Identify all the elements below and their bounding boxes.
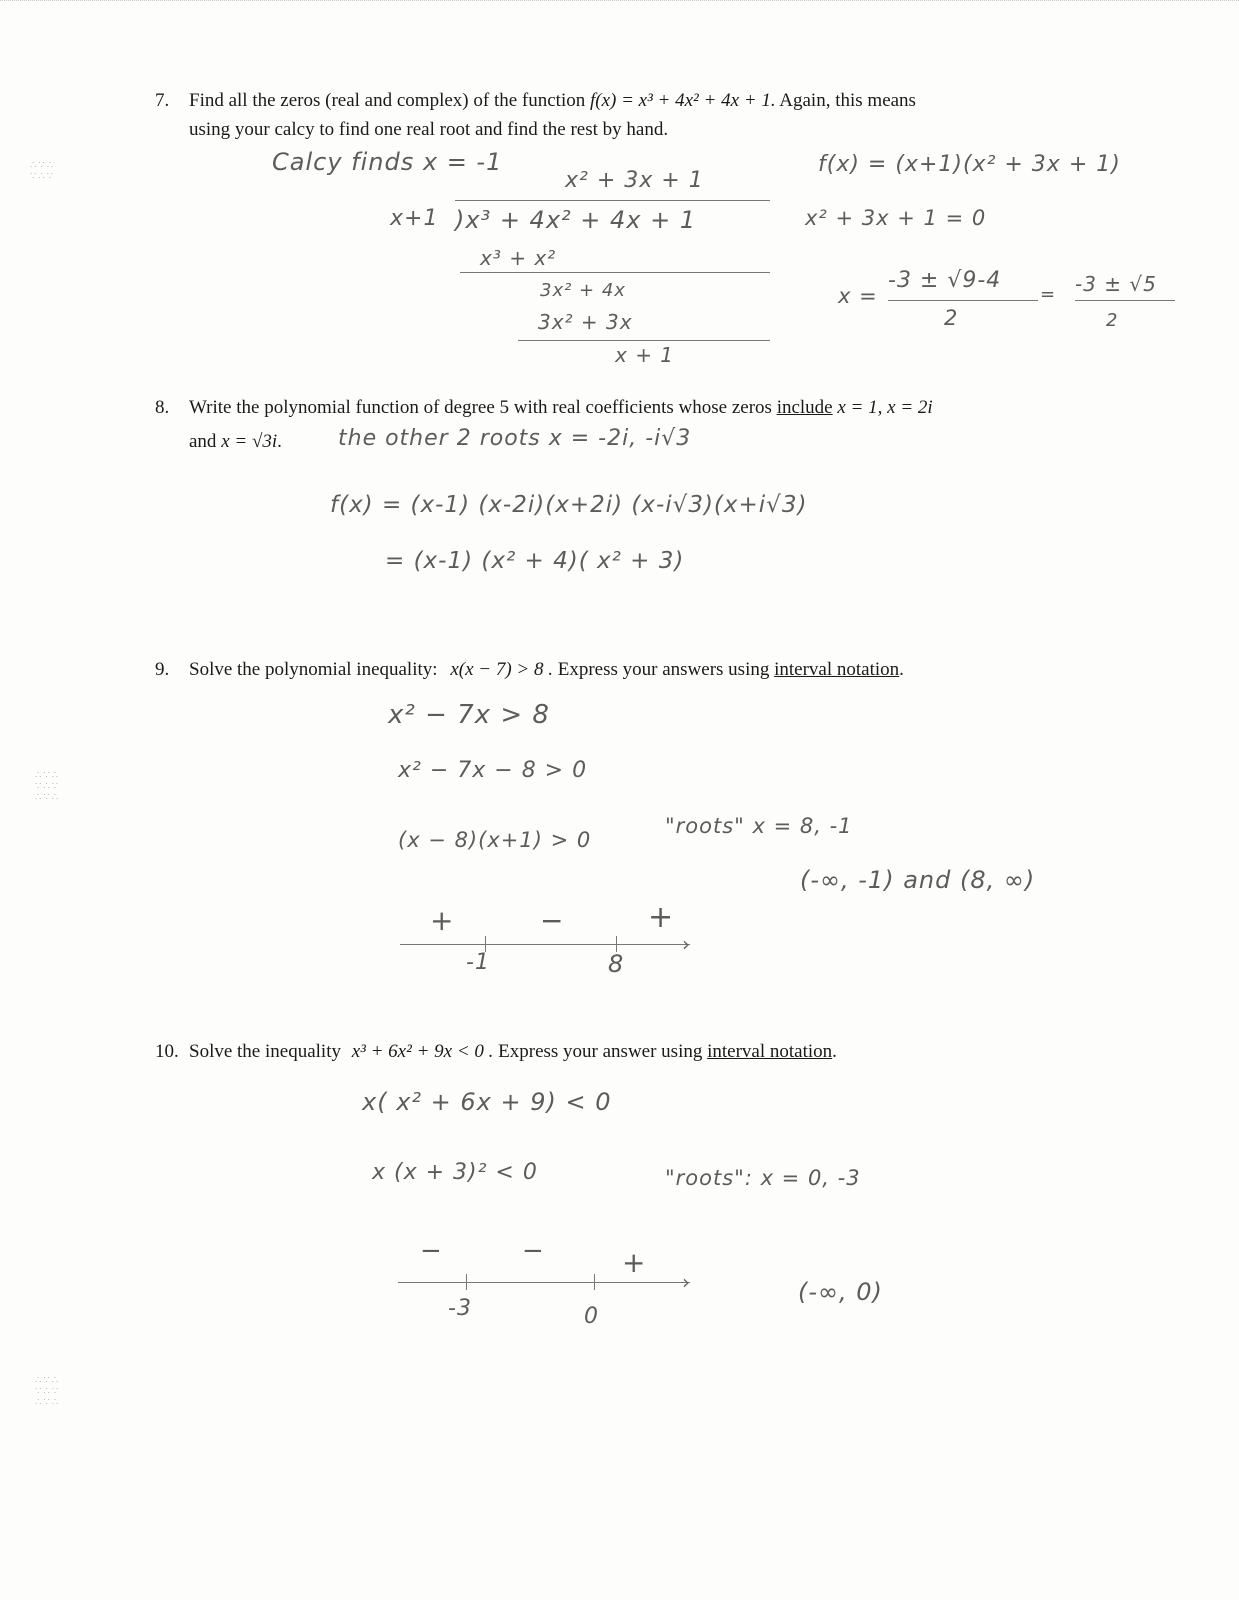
q9-roots: "roots" x = 8, -1: [665, 814, 853, 838]
q9-step2: x² − 7x − 8 > 0: [398, 758, 588, 783]
q7-division-bar: [455, 200, 770, 201]
scan-speck: ∴∵∴ ∵∴∵ ∴∵∴: [35, 1375, 61, 1408]
q10-tick-0: [594, 1274, 595, 1290]
q10-sign-middle: −: [522, 1236, 545, 1266]
q7-factored: f(x) = (x+1)(x² + 3x + 1): [818, 152, 1121, 177]
q10-step1: x( x² + 6x + 9) < 0: [362, 1088, 612, 1116]
q9-number: 9.: [155, 659, 170, 680]
q7-subtract2: 3x² + 3x: [538, 310, 633, 334]
q8-include: include: [776, 397, 833, 418]
q8-and: and: [189, 431, 217, 452]
scan-top-edge: [0, 0, 1239, 7]
q7-simplified-numerator: -3 ± √5: [1075, 272, 1157, 296]
q7-function: f(x) = x³ + 4x² + 4x + 1.: [589, 90, 776, 111]
q9-end: .: [899, 659, 904, 680]
q10-number-line-arrow: ›: [682, 1270, 690, 1294]
q7-subtract1: x³ + x²: [480, 246, 557, 270]
q7-subtract-rule1: [460, 272, 770, 273]
q10-tick-label-minus3: -3: [448, 1296, 472, 1321]
q9-sign-middle: −: [540, 904, 565, 937]
q7-calcy-root: Calcy finds x = -1: [272, 148, 503, 176]
q7-dividend: )x³ + 4x² + 4x + 1: [455, 206, 697, 234]
q8-line1: [155, 394, 933, 422]
q9-interval-notation: interval notation: [774, 659, 900, 680]
q8-given-zeros: x = 1, x = 2i: [837, 397, 933, 418]
q9-inequality: x(x − 7) > 8 .: [450, 659, 553, 680]
q10-tick-minus3: [466, 1274, 467, 1290]
q7-equals-sign: =: [1040, 284, 1057, 305]
q7-quotient: x² + 3x + 1: [565, 168, 704, 193]
q10-step2: x (x + 3)² < 0: [372, 1160, 538, 1185]
q9-number-line: [400, 944, 690, 945]
q7-subtract-rule2: [518, 340, 770, 341]
q8-function: f(x) = (x-1) (x-2i)(x+2i) (x-i√3)(x+i√3): [330, 492, 808, 518]
q7-x-equals: x =: [838, 284, 878, 308]
q9-step3: (x − 8)(x+1) > 0: [398, 828, 592, 852]
q9-step1: x² − 7x > 8: [388, 700, 550, 730]
q7-quad-numerator: -3 ± √9-4: [888, 268, 1002, 293]
q7-divisor: x+1: [390, 206, 439, 231]
q7-quadratic: x² + 3x + 1 = 0: [805, 206, 987, 230]
scan-speck: ∴∵∴ ∵∴∵ ∴∵∴: [35, 770, 61, 803]
scan-speck: ∴∵∴ ∵∴∵: [30, 160, 56, 182]
q10-line: [155, 1038, 837, 1066]
q8-sqrt-zero: x = √3i: [221, 431, 278, 452]
q10-number-line: [398, 1282, 690, 1283]
q7-fraction-bar2: [1075, 300, 1175, 301]
q7-number: 7.: [155, 90, 170, 111]
q8-text-b: polynomial function of degree 5 with real coefficients whose zeros: [264, 397, 772, 418]
q8-number: 8.: [155, 397, 170, 418]
q7-text: Find all the zeros (real and complex) of the function: [189, 90, 586, 111]
q7-simplified-denominator: 2: [1106, 310, 1119, 331]
q10-sign-right: +: [622, 1246, 647, 1279]
q10-sign-left: −: [420, 1236, 443, 1266]
q9-tick-label-8: 8: [608, 950, 625, 978]
q9-sign-left: +: [430, 904, 455, 937]
q7-quad-denominator: 2: [944, 306, 959, 330]
q8-text-a: Write the: [189, 397, 260, 418]
q7-line2: using your calcy to find one real root and find the rest by hand.: [189, 119, 669, 140]
q10-answer: (-∞, 0): [798, 1278, 883, 1306]
q10-text-a: Solve the inequality: [189, 1041, 341, 1062]
q10-roots: "roots": x = 0, -3: [665, 1166, 861, 1190]
q9-tick-label-minus1: -1: [466, 950, 490, 975]
q8-line2: [189, 428, 282, 456]
q7-line1: [155, 87, 916, 115]
q9-answer: (-∞, -1) and (8, ∞): [800, 866, 1036, 894]
q9-text-a: Solve the polynomial inequality:: [189, 659, 438, 680]
q9-line: [155, 656, 904, 684]
q10-inequality: x³ + 6x² + 9x < 0 .: [351, 1041, 494, 1062]
q7-tail: Again, this means: [779, 90, 916, 111]
q10-end: .: [832, 1041, 837, 1062]
q10-number: 10.: [155, 1041, 179, 1062]
q9-text-b: Express your answers using: [557, 659, 770, 680]
q10-tick-label-0: 0: [584, 1304, 599, 1329]
q7-remainder2: x + 1: [615, 343, 675, 367]
q8-simplified: = (x-1) (x² + 4)( x² + 3): [385, 548, 685, 574]
q7-remainder1: 3x² + 4x: [540, 280, 626, 301]
q10-interval-notation: interval notation: [707, 1041, 833, 1062]
q7-fraction-bar1: [888, 300, 1038, 301]
q8-other-roots: the other 2 roots x = -2i, -i√3: [338, 426, 692, 451]
q9-number-line-arrow: ›: [682, 932, 690, 956]
q10-text-b: Express your answer using: [498, 1041, 703, 1062]
q9-sign-right: +: [648, 900, 675, 935]
q8-period: .: [277, 431, 282, 452]
